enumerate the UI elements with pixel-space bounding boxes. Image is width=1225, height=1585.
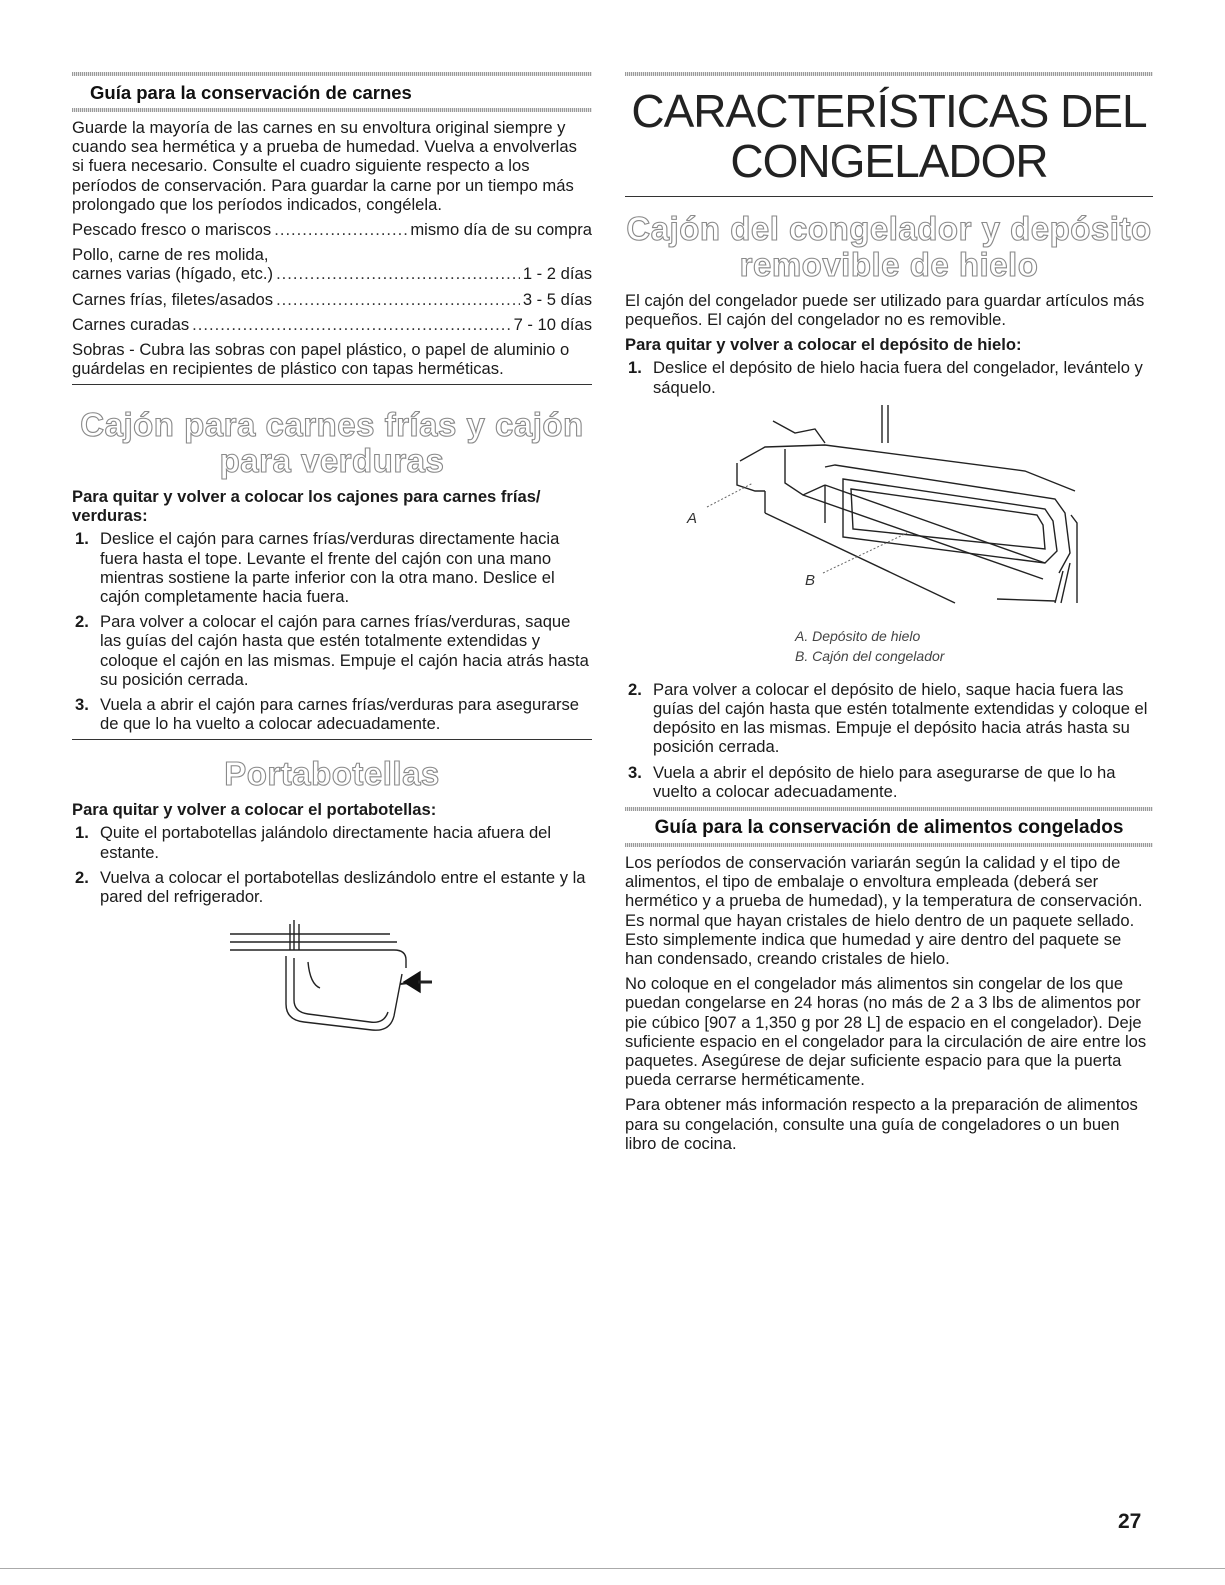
section-divider xyxy=(625,843,1153,847)
ice-bin-lead: Para quitar y volver a colocar el depósito de hielo: xyxy=(625,335,1022,355)
meat-guide-heading: Guía para la conservación de carnes xyxy=(90,82,412,103)
section-divider xyxy=(625,807,1153,811)
storage-row: Pescado fresco o mariscos ..... mismo día de su compra xyxy=(72,220,592,239)
storage-row-pre: Pollo, carne de res molida, xyxy=(72,245,269,265)
label-a: A xyxy=(687,509,698,527)
section-rule xyxy=(625,196,1153,197)
list-item: 1. Quite el portabotellas jalándolo directamente hacia afuera del estante. xyxy=(75,823,552,862)
storage-row: Carnes curadas ..... 7 - 10 días xyxy=(72,315,592,334)
list-item: 2. Vuelva a colocar el portabotellas deslizándolo entre el estante y la pared del refrigerador. xyxy=(75,867,586,907)
ice-bin-steps xyxy=(625,358,1153,396)
crisper-steps xyxy=(72,529,592,733)
list-item: 2. Para volver a colocar el cajón para carnes frías/verduras, saque las guías del cajón hasta que estén totalmente extendidas y coloque el cajón en las mismas. Empuje el cajón hacia atrás hasta su posición cerrada. xyxy=(75,612,589,689)
list-item: 1. Deslice el cajón para carnes frías/verduras directamente hacia fuera hasta el tope. Levante el frente del cajón con una mano mientras sostiene la parte inferior con la otra mano. Deslice el cajón completamente hacia fuera. xyxy=(75,529,560,607)
bottle-holder-lead: Para quitar y volver a colocar el portabotellas: xyxy=(72,800,437,820)
figure-caption-a: A. Depósito de hielo xyxy=(795,627,921,644)
ice-bin-intro: El cajón del congelador puede ser utilizado para guardar artículos más pequeños. El cajón del congelador no es removible. xyxy=(625,291,1145,330)
section-rule xyxy=(72,739,592,740)
left-column xyxy=(72,72,592,1037)
meat-guide-intro: Guarde la mayoría de las carnes en su envoltura original siempre y cuando sea hermética y a prueba de humedad. Vuelva a envolverlas si fuera necesario. Consulte el cuadro siguiente respecto a los períodos de conservación. Para guardar la carne por un tiempo más prolongado que los períodos indicados, congélela. xyxy=(72,118,577,214)
crisper-lead: Para quitar y volver a colocar los cajones para carnes frías/ verduras: xyxy=(72,487,541,526)
bottle-holder-steps xyxy=(72,823,592,906)
crisper-heading: Cajón para carnes frías y cajón para verduras xyxy=(80,406,584,480)
right-column xyxy=(625,72,1153,1159)
storage-row: Carnes frías, filetes/asados ..... 3 - 5 días xyxy=(72,290,592,309)
list-item: 3. Vuela a abrir el cajón para carnes frías/verduras para asegurarse de que lo ha vuelto a colocar adecuadamente. xyxy=(75,695,580,734)
label-b: B xyxy=(805,571,816,589)
section-divider xyxy=(625,72,1153,76)
storage-row: carnes varias (hígado, etc.) ..... 1 - 2 días xyxy=(72,264,592,283)
freezer-drawer-illustration xyxy=(625,403,1153,621)
page-bottom-rule xyxy=(0,1568,1225,1569)
section-divider xyxy=(72,72,592,76)
page-title: CARACTERÍSTICAS DEL CONGELADOR xyxy=(631,85,1147,187)
frozen-guide-paragraph: No coloque en el congelador más alimentos sin congelar de los que puedan congelarse en 24 horas (no más de 2 a 3 lbs de alimentos por pie cúbico [907 a 1,350 g por 28 L] de espacio en el congelador). Deje suficiente espacio en el congelador para la circulación de aire entre los paquetes. Asegúrese de dejar suficiente espacio para que la puerta pueda cerrarse herméticamente. xyxy=(625,974,1147,1090)
bottle-holder-heading: Portabotellas xyxy=(224,755,440,793)
section-rule xyxy=(72,384,592,385)
figure-caption-b: B. Cajón del congelador xyxy=(795,647,945,664)
ice-bin-heading: Cajón del congelador y depósito removible de hielo xyxy=(626,210,1152,283)
ice-bin-steps-continued xyxy=(625,680,1153,801)
list-item: 1. Deslice el depósito de hielo hacia fuera del congelador, levántelo y sáquelo. xyxy=(628,358,1143,397)
list-item: 3. Vuela a abrir el depósito de hielo para asegurarse de que lo ha vuelto a colocar adecuadamente. xyxy=(628,762,1116,801)
frozen-guide-paragraph: Para obtener más información respecto a la preparación de alimentos para su congelación, consulte una guía de congeladores o un buen libro de cocina. xyxy=(625,1095,1138,1153)
section-divider xyxy=(72,108,592,112)
leftovers-note: Sobras - Cubra las sobras con papel plástico, o papel de aluminio o guárdelas en recipientes de plástico con tapas herméticas. xyxy=(72,340,570,379)
frozen-guide-heading: Guía para la conservación de alimentos congelados xyxy=(654,817,1124,839)
frozen-guide-paragraph: Los períodos de conservación variarán según la calidad y el tipo de alimentos, el tipo de embalaje o envoltura empleada (deberá ser hermético y a prueba de humedad), y la temperatura de conservación. Es normal que hayan cristales de hielo dentro de un paquete sellado. Esto simplemente indica que humedad y aire dentro del paquete se han condensado, creando cristales de hielo. xyxy=(625,853,1143,969)
bottle-holder-illustration xyxy=(72,912,592,1032)
page-number: 27 xyxy=(1118,1510,1142,1533)
list-item: 2. Para volver a colocar el depósito de hielo, saque hacia fuera las guías del cajón hasta que estén totalmente extendidas y coloque el depósito en las mismas. Empuje el depósito hacia atrás hasta su posición cerrada. xyxy=(628,679,1148,757)
